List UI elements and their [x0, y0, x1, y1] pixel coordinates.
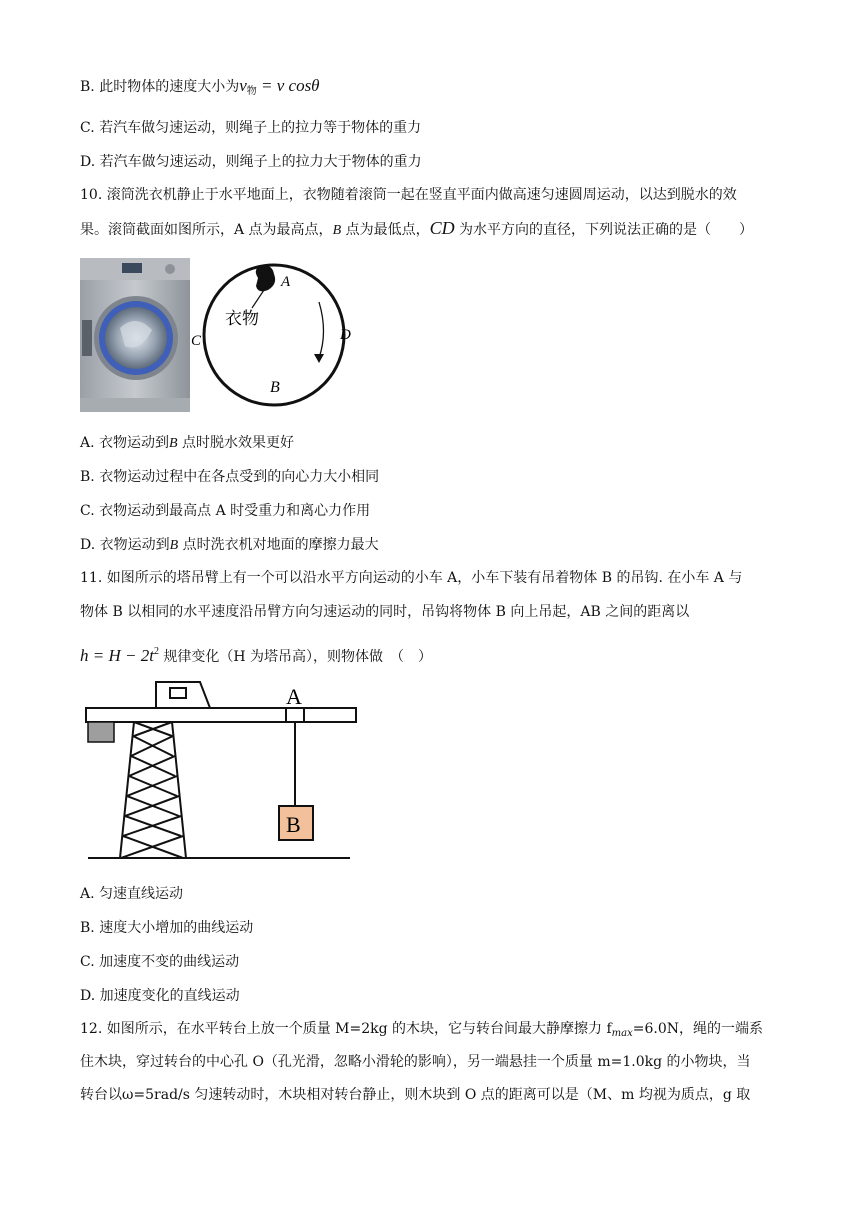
- label-d: D: [340, 327, 351, 343]
- q10-option-a: A. 衣物运动到B 点时脱水效果更好: [80, 435, 295, 451]
- clothes-pointer: [252, 290, 264, 308]
- counterweight: [88, 722, 114, 742]
- q9-option-b-formula: $v_物 = v$ cosθ: [239, 76, 320, 97]
- crane-tower: [120, 722, 186, 858]
- q10-option-d: D. 衣物运动到B 点时洗衣机对地面的摩擦力最大: [80, 537, 379, 553]
- q10-option-b: B. 衣物运动过程中在各点受到的向心力大小相同: [80, 469, 380, 485]
- q10-stem-line2: 果。滚筒截面如图所示，A 点为最高点，B 点为最低点，CD 为水平方向的直径，下列说法正确的是（ ）: [80, 218, 754, 238]
- q10-option-c: C. 衣物运动到最高点 A 时受重力和离心力作用: [80, 503, 371, 519]
- label-b: B: [270, 379, 280, 396]
- drum-diagram: [186, 262, 361, 412]
- rotation-arrow: [319, 302, 324, 358]
- q9-option-b: B. 此时物体的速度大小为$v_物 = v$ cosθ: [80, 76, 320, 97]
- rotation-arrowhead: [314, 354, 324, 363]
- label-b: B: [286, 812, 301, 837]
- q11-option-c: C. 加速度不变的曲线运动: [80, 954, 240, 970]
- q11-formula: $h = H - 2t^2$: [80, 646, 159, 665]
- clothes-blob: [256, 266, 275, 292]
- label-a: A: [281, 274, 291, 290]
- q11-option-b: B. 速度大小增加的曲线运动: [80, 920, 254, 936]
- label-clothes: 衣物: [225, 309, 259, 329]
- q9-option-c: C. 若汽车做匀速运动，则绳子上的拉力等于物体的重力: [80, 120, 422, 136]
- q11-stem-line3: $h = H - 2t^2$ 规律变化（H 为塔吊高），则物体做 （ ）: [80, 646, 433, 665]
- label-a: A: [286, 684, 302, 709]
- q11-option-d: D. 加速度变化的直线运动: [80, 988, 240, 1004]
- washing-machine-photo: [80, 258, 190, 412]
- trolley-a: [286, 708, 304, 722]
- q10-stem-line1: 10. 滚筒洗衣机静止于水平地面上，衣物随着滚筒一起在竖直平面内做高速匀速圆周运动，以达到脱水的效: [80, 187, 737, 203]
- tower-crane-diagram: [80, 676, 365, 866]
- q12-stem-line1: 12. 如图所示，在水平转台上放一个质量 M=2kg 的木块，它与转台间最大静摩擦力 $f_{max}=6.0N$，绳的一端系: [80, 1021, 764, 1039]
- q12-stem-line3: 转台以ω=5rad/s 匀速转动时，木块相对转台静止，则木块到 O 点的距离可以是（M、m 均视为质点，g 取: [80, 1087, 751, 1103]
- cabin-window: [170, 688, 186, 698]
- q12-stem-line2: 住木块，穿过转台的中心孔 O（孔光滑，忽略小滑轮的影响），另一端悬挂一个质量 m=1.0kg 的小物块，当: [80, 1054, 751, 1070]
- q11-option-a: A. 匀速直线运动: [80, 886, 184, 902]
- q9-option-d: D. 若汽车做匀速运动，则绳子上的拉力大于物体的重力: [80, 154, 422, 170]
- q11-stem-line2: 物体 B 以相同的水平速度沿吊臂方向匀速运动的同时，吊钩将物体 B 向上吊起，AB 之间的距离以: [80, 604, 690, 620]
- label-c: C: [191, 333, 202, 349]
- crane-arm: [86, 708, 356, 722]
- q11-stem-line1: 11. 如图所示的塔吊臂上有一个可以沿水平方向运动的小车 A，小车下装有吊着物体 B 的吊钩. 在小车 A 与: [80, 570, 743, 586]
